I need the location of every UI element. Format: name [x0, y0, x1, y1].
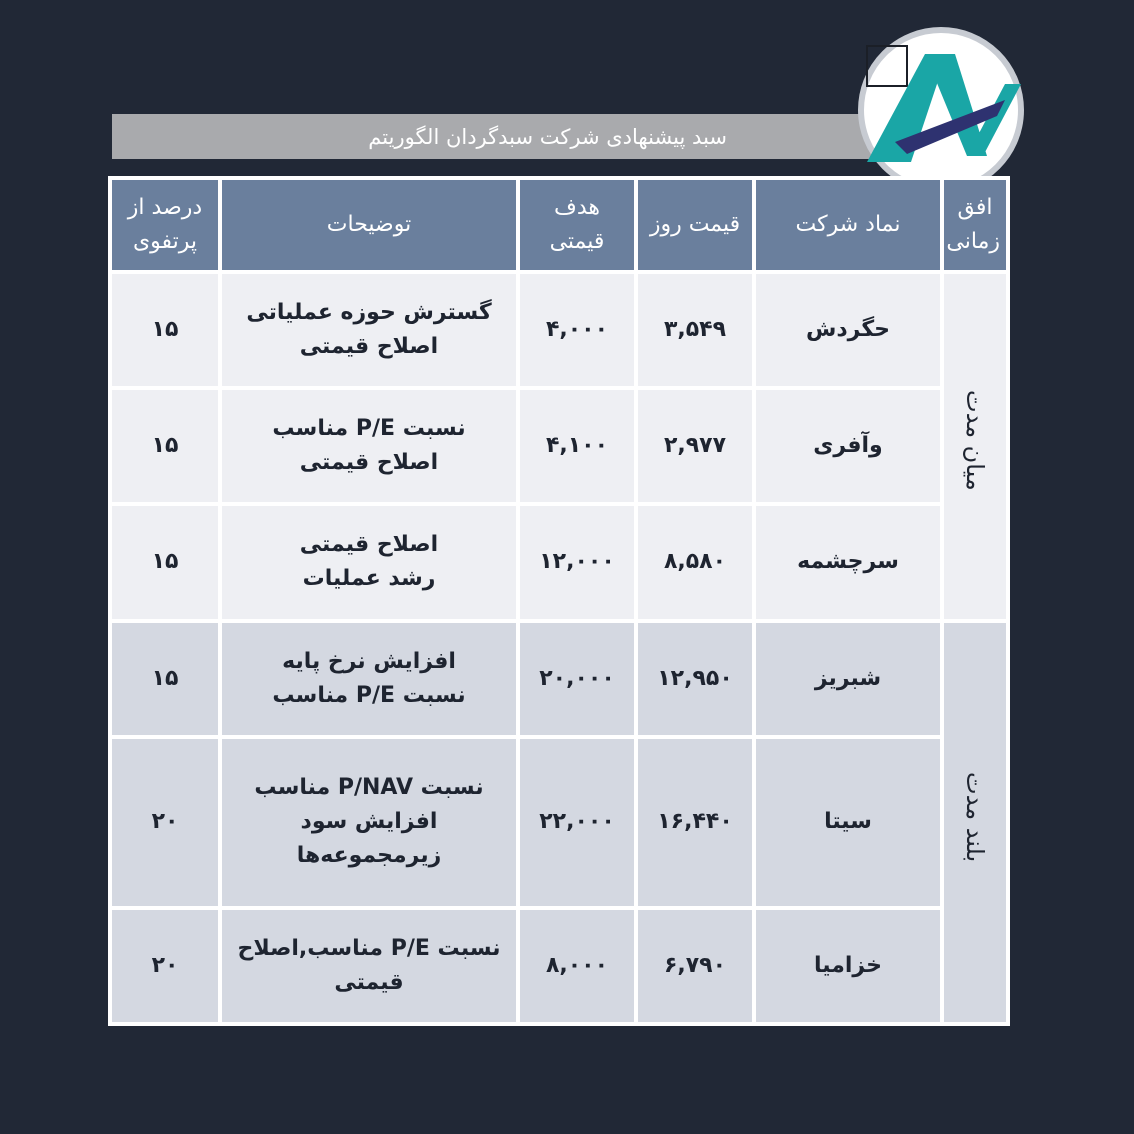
symbol-cell: سیتا — [754, 737, 942, 908]
target-cell: ۴,۱۰۰ — [518, 388, 636, 504]
description-line: گسترش حوزه عملیاتی — [246, 300, 492, 326]
description-line: افزایش سود — [300, 809, 438, 835]
symbol-cell: سرچشمه — [754, 504, 942, 620]
weight-cell: ۲۰ — [110, 737, 220, 908]
description-cell — [220, 388, 518, 504]
description-line: اصلاح قیمتی — [299, 450, 439, 476]
header-target: هدف قیمتی — [518, 178, 636, 272]
description-line: نسبت P/E مناسب — [272, 416, 466, 442]
horizon-label: میان مدت — [961, 390, 989, 492]
symbol-cell: شبریز — [754, 621, 942, 737]
header-description: توضیحات — [220, 178, 518, 272]
description-cell — [220, 737, 518, 908]
weight-cell: ۱۵ — [110, 272, 220, 388]
horizon-cell — [942, 621, 1008, 1024]
page-title: سبد پیشنهادی شرکت سبدگردان الگوریتم — [368, 124, 727, 149]
target-cell: ۱۲,۰۰۰ — [518, 504, 636, 620]
table-row — [110, 621, 1008, 737]
symbol-cell: وآفری — [754, 388, 942, 504]
weight-cell: ۱۵ — [110, 621, 220, 737]
description-cell — [220, 272, 518, 388]
target-cell: ۸,۰۰۰ — [518, 908, 636, 1024]
price-cell: ۱۶,۴۴۰ — [636, 737, 754, 908]
symbol-cell: خزامیا — [754, 908, 942, 1024]
table-header-row — [110, 178, 1008, 272]
description-line: نسبت P/E مناسب,اصلاح — [237, 935, 501, 961]
header-price: قیمت روز — [636, 178, 754, 272]
header-weight: درصد از پرتفوی — [110, 178, 220, 272]
weight-cell: ۱۵ — [110, 388, 220, 504]
description-cell — [220, 504, 518, 620]
price-cell: ۳,۵۴۹ — [636, 272, 754, 388]
price-cell: ۶,۷۹۰ — [636, 908, 754, 1024]
description-cell — [220, 908, 518, 1024]
weight-cell: ۱۵ — [110, 504, 220, 620]
weight-cell: ۲۰ — [110, 908, 220, 1024]
description-line: نسبت P/NAV مناسب — [254, 775, 484, 801]
symbol-cell: حگردش — [754, 272, 942, 388]
price-cell: ۸,۵۸۰ — [636, 504, 754, 620]
table-row — [110, 272, 1008, 388]
target-cell: ۴,۰۰۰ — [518, 272, 636, 388]
horizon-label: بلند مدت — [961, 771, 989, 862]
description-line: اصلاح قیمتی — [299, 532, 439, 558]
description-cell — [220, 621, 518, 737]
portfolio-table — [108, 176, 1010, 1026]
price-cell: ۲,۹۷۷ — [636, 388, 754, 504]
description-line: افزایش نرخ پایه — [282, 648, 456, 674]
table-row — [110, 504, 1008, 620]
description-line: قیمتی — [334, 969, 404, 995]
header-horizon: افق زمانی — [942, 178, 1008, 272]
title-bar — [112, 114, 872, 159]
table-row — [110, 388, 1008, 504]
table-row — [110, 908, 1008, 1024]
price-cell: ۱۲,۹۵۰ — [636, 621, 754, 737]
header-symbol: نماد شرکت — [754, 178, 942, 272]
target-cell: ۲۰,۰۰۰ — [518, 621, 636, 737]
target-cell: ۲۲,۰۰۰ — [518, 737, 636, 908]
algorithm-logo-icon — [855, 24, 1027, 196]
description-line: اصلاح قیمتی — [299, 334, 439, 360]
description-line: نسبت P/E مناسب — [272, 682, 466, 708]
description-line: رشد عملیات — [302, 566, 436, 592]
table-row — [110, 737, 1008, 908]
description-line: زیرمجموعه‌ها — [296, 843, 442, 869]
horizon-cell — [942, 272, 1008, 621]
